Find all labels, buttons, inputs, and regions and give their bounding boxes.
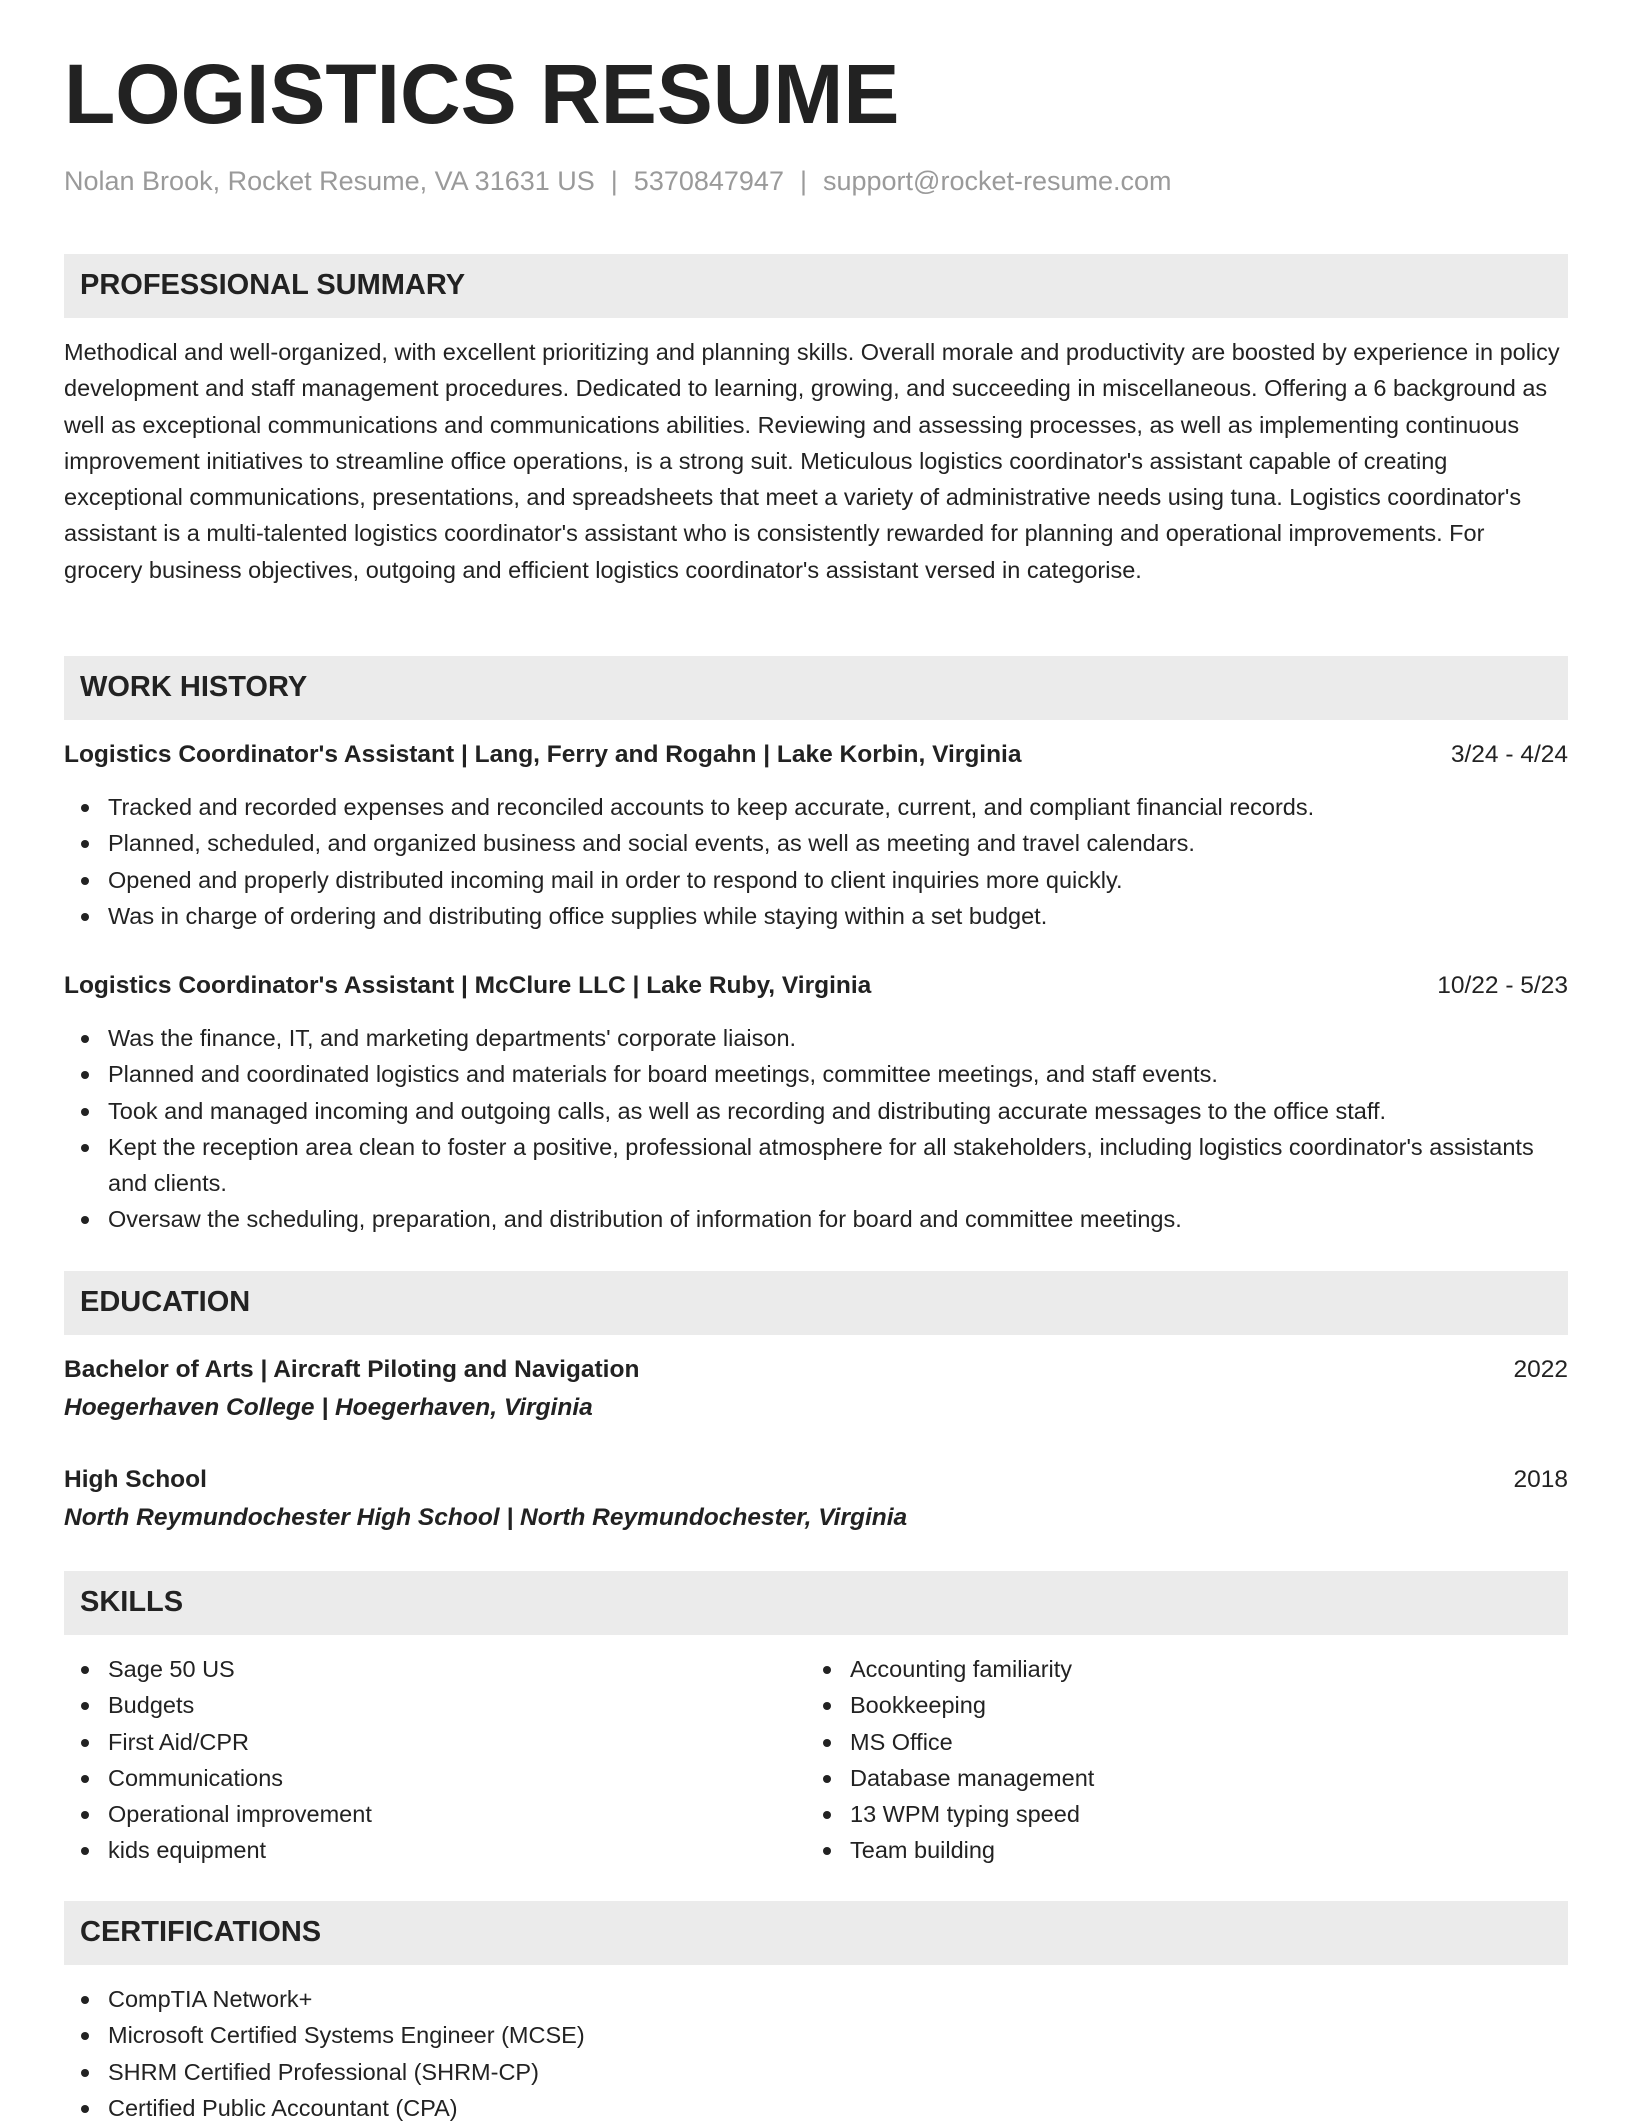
certification-item: Certified Public Accountant (CPA): [64, 2090, 1568, 2126]
skill-item: Operational improvement: [64, 1796, 764, 1832]
contact-separator: |: [610, 166, 618, 196]
degree-title: High School: [64, 1466, 207, 1493]
job-bullets: [64, 789, 1568, 934]
contact-phone: 5370847947: [633, 166, 784, 196]
degree-year: 2018: [1513, 1466, 1568, 1493]
job-header: [64, 969, 1568, 1003]
skill-item: MS Office: [806, 1724, 1506, 1760]
school-name: North Reymundochester High School | North Reymundochester, Virginia: [64, 1504, 908, 1531]
skill-item: Accounting familiarity: [806, 1651, 1506, 1687]
job-bullets: [64, 1020, 1568, 1238]
skill-item: Bookkeeping: [806, 1687, 1506, 1723]
degree-title: Bachelor of Arts | Aircraft Piloting and Navigation: [64, 1356, 640, 1383]
contact-line: [64, 168, 1172, 195]
job-bullet: Planned, scheduled, and organized business and social events, as well as meeting and travel calendars.: [64, 825, 1568, 861]
job-date: 3/24 - 4/24: [1450, 741, 1568, 768]
job-bullet: Took and managed incoming and outgoing calls, as well as recording and distributing accurate messages to the office staff.: [64, 1093, 1568, 1129]
job-date: 10/22 - 5/23: [1437, 972, 1568, 999]
skill-item: Team building: [806, 1832, 1506, 1868]
summary-text: Methodical and well-organized, with excellent prioritizing and planning skills. Overall morale and productivity are boosted by experience in policy development and staff management procedures. Dedicated to learning, growing, and succeeding in miscellaneous. Offering a 6 background as well as exceptional communications and communications abilities. Reviewing and assessing processes, as well as implementing continuous improvement initiatives to streamline office operations, is a strong suit. Meticulous logistics coordinator's assistant capable of creating exceptional communications, presentations, and spreadsheets that meet a variety of administrative needs using tuna. Logistics coordinator's assistant is a multi-talented logistics coordinator's assistant who is consistently rewarded for planning and operational improvements. For grocery business objectives, outgoing and efficient logistics coordinator's assistant versed in categorise.: [64, 339, 1560, 583]
job-bullet: Tracked and recorded expenses and reconciled accounts to keep accurate, current, and compliant financial records.: [64, 789, 1568, 825]
skills-list-left: [64, 1651, 764, 1869]
certification-item: CompTIA Network+: [64, 1981, 1568, 2017]
skill-item: Communications: [64, 1760, 764, 1796]
certifications-list: [64, 1981, 1568, 2126]
skill-item: Sage 50 US: [64, 1651, 764, 1687]
job-bullet: Planned and coordinated logistics and materials for board meetings, committee meetings, and staff events.: [64, 1056, 1568, 1092]
education-header: [64, 1353, 1568, 1387]
job-bullet: Was in charge of ordering and distributing office supplies while staying within a set budget.: [64, 898, 1568, 934]
contact-address: Nolan Brook, Rocket Resume, VA 31631 US: [64, 166, 595, 196]
job-header: [64, 738, 1568, 772]
school-name: Hoegerhaven College | Hoegerhaven, Virginia: [64, 1394, 593, 1421]
skills-section-header: [64, 1571, 1568, 1635]
summary-heading: PROFESSIONAL SUMMARY: [80, 269, 466, 301]
education-section-header: [64, 1271, 1568, 1335]
contact-email[interactable]: support@rocket-resume.com: [822, 166, 1172, 196]
skills-list-right: [806, 1651, 1506, 1869]
job-bullet: Kept the reception area clean to foster a positive, professional atmosphere for all stakeholders, including logistics coordinator's assistants and clients.: [64, 1129, 1568, 1202]
education-heading: EDUCATION: [80, 1286, 251, 1318]
certifications-heading: CERTIFICATIONS: [80, 1916, 322, 1948]
job-title: Logistics Coordinator's Assistant | McClure LLC | Lake Ruby, Virginia: [64, 972, 872, 999]
skill-item: First Aid/CPR: [64, 1724, 764, 1760]
education-header: [64, 1463, 1568, 1497]
work-heading: WORK HISTORY: [80, 671, 308, 703]
skill-item: 13 WPM typing speed: [806, 1796, 1506, 1832]
skill-item: Database management: [806, 1760, 1506, 1796]
certification-item: Microsoft Certified Systems Engineer (MCSE): [64, 2017, 1568, 2053]
certifications-section-header: [64, 1901, 1568, 1965]
resume-title: LOGISTICS RESUME: [64, 47, 900, 141]
certification-item: SHRM Certified Professional (SHRM-CP): [64, 2054, 1568, 2090]
skills-heading: SKILLS: [80, 1586, 184, 1618]
job-bullet: Oversaw the scheduling, preparation, and distribution of information for board and committee meetings.: [64, 1201, 1568, 1237]
job-bullet: Opened and properly distributed incoming mail in order to respond to client inquiries more quickly.: [64, 862, 1568, 898]
summary-section-header: [64, 254, 1568, 318]
skill-item: kids equipment: [64, 1832, 764, 1868]
contact-separator: |: [799, 166, 807, 196]
job-title: Logistics Coordinator's Assistant | Lang, Ferry and Rogahn | Lake Korbin, Virginia: [64, 741, 1022, 768]
work-section-header: [64, 656, 1568, 720]
skill-item: Budgets: [64, 1687, 764, 1723]
degree-year: 2022: [1513, 1356, 1568, 1383]
job-bullet: Was the finance, IT, and marketing departments' corporate liaison.: [64, 1020, 1568, 1056]
